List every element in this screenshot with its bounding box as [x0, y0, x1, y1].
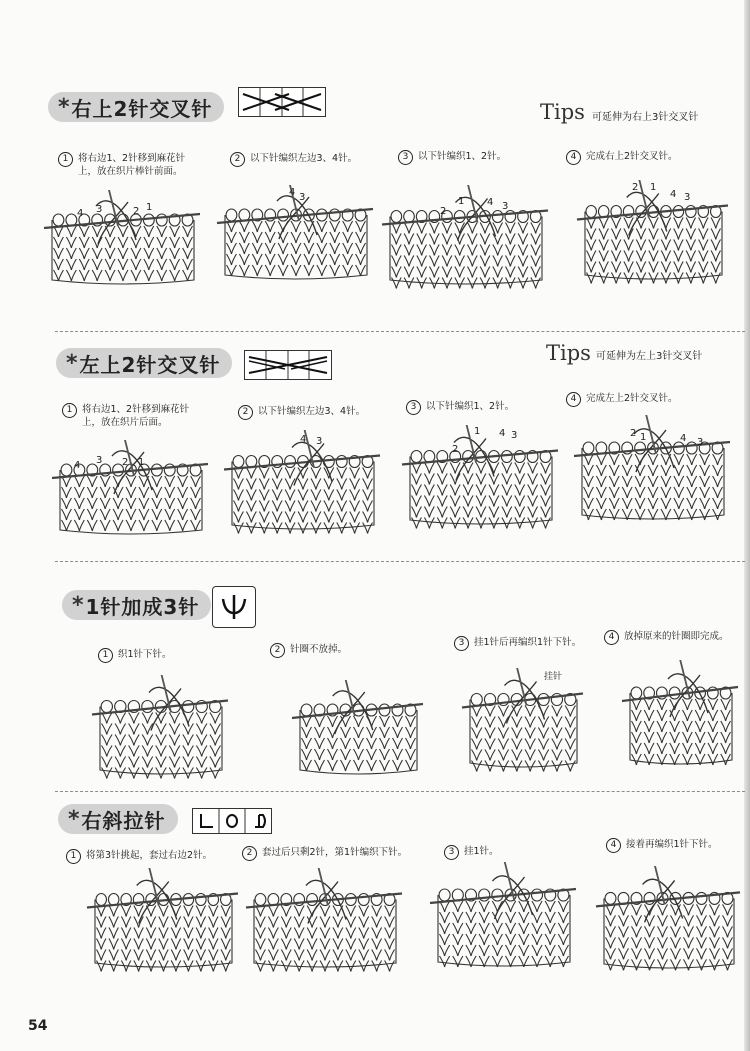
- page-number: 54: [28, 1018, 48, 1034]
- step-number: 1: [98, 648, 113, 663]
- tips-label: Tips: [546, 341, 591, 365]
- step-caption: [238, 405, 408, 420]
- step-caption: [566, 392, 736, 407]
- section-title: [48, 92, 224, 122]
- stitch-label: 1: [474, 426, 481, 437]
- step-text: 以下针编织左边3、4针。: [258, 406, 366, 417]
- cable-cross-symbol-icon: [244, 350, 332, 380]
- stitch-label: 2: [440, 206, 447, 217]
- step-text: 针圈不放掉。: [290, 644, 348, 655]
- knit-illustration: [85, 868, 240, 973]
- stitch-label: 3: [502, 201, 509, 212]
- section-title: [58, 804, 178, 834]
- step-caption: [444, 845, 564, 860]
- step-text: 将右边1、2针移到麻花针 上，放在织片棒针前面。: [78, 153, 186, 177]
- step-number: 4: [604, 630, 619, 645]
- stitch-label: 1: [458, 196, 465, 207]
- step-number: 3: [406, 400, 421, 415]
- step-number: 3: [398, 150, 413, 165]
- step-caption: [58, 152, 228, 178]
- section-title: [62, 590, 211, 620]
- knit-illustration: [620, 660, 740, 770]
- star-icon: *: [68, 806, 80, 832]
- knit-illustration: [380, 185, 550, 290]
- star-icon: *: [72, 592, 84, 618]
- step-text: 将第3针挑起，套过右边2针。: [86, 850, 213, 861]
- step-text: 以下针编织1、2针。: [426, 401, 515, 412]
- step-caption: [270, 643, 430, 658]
- step-number: 4: [566, 150, 581, 165]
- step-text: 完成左上2针交叉针。: [586, 393, 678, 404]
- stitch-label: 2: [133, 206, 140, 217]
- increase-symbol-icon: [212, 586, 256, 628]
- knit-illustration: [400, 425, 560, 530]
- knit-illustration: [594, 866, 742, 974]
- stitch-label: 4: [77, 208, 84, 219]
- step-number: 4: [566, 392, 581, 407]
- knit-illustration: [215, 185, 375, 285]
- step-text: 以下针编织左边3、4针。: [250, 153, 358, 164]
- stitch-label: 2: [452, 444, 459, 455]
- step-caption: [604, 630, 744, 645]
- step-number: 2: [238, 405, 253, 420]
- step-caption: [454, 636, 614, 651]
- stitch-label: 4: [670, 189, 677, 200]
- step-caption: [566, 150, 736, 165]
- step-number: 1: [62, 403, 77, 418]
- step-number: 2: [270, 643, 285, 658]
- slip-stitch-symbol-icon: [192, 808, 272, 834]
- step-number: 2: [230, 152, 245, 167]
- knit-illustration: [50, 440, 210, 540]
- step-number: 1: [58, 152, 73, 167]
- section-divider: [55, 331, 745, 332]
- knit-illustration: [460, 668, 585, 773]
- stitch-label: 4: [300, 434, 307, 445]
- step-caption: [230, 152, 400, 167]
- section-divider: [55, 791, 745, 792]
- stitch-label: 挂针: [544, 672, 563, 682]
- step-number: 2: [242, 846, 257, 861]
- stitch-label: 3: [511, 430, 518, 441]
- tips-label: Tips: [540, 100, 585, 124]
- step-text: 完成右上2针交叉针。: [586, 151, 678, 162]
- step-caption: [98, 648, 258, 663]
- stitch-label: 3: [684, 192, 691, 203]
- stitch-label: 4: [680, 433, 687, 444]
- knit-illustration: [90, 675, 230, 780]
- stitch-label: 1: [138, 457, 145, 468]
- step-caption: [398, 150, 568, 165]
- step-number: 3: [444, 845, 459, 860]
- stitch-label: 1: [146, 202, 153, 213]
- tips-note: 可延伸为右上3针交叉针: [592, 112, 699, 123]
- step-caption: [242, 846, 432, 861]
- step-text: 织1针下针。: [118, 649, 172, 660]
- section-title-text: 右斜拉针: [81, 808, 166, 833]
- step-text: 将右边1、2针移到麻花针 上，放在织片后面。: [82, 404, 190, 428]
- tips-note: 可延伸为左上3针交叉针: [596, 351, 703, 362]
- step-text: 套过后只剩2针，第1针编织下针。: [262, 847, 408, 858]
- section-divider: [55, 561, 745, 562]
- knit-illustration: [290, 680, 425, 780]
- knit-illustration: [575, 180, 730, 285]
- stitch-label: 4: [487, 197, 494, 208]
- step-caption: [66, 849, 246, 864]
- section-title-text: 右上2针交叉针: [71, 96, 213, 121]
- star-icon: *: [58, 94, 70, 120]
- stitch-label: 2: [122, 457, 129, 468]
- stitch-label: 4: [499, 428, 506, 439]
- section-title-text: 1针加成3针: [85, 594, 200, 619]
- step-caption: [406, 400, 576, 415]
- knit-illustration: [222, 430, 382, 535]
- stitch-label: 3: [299, 192, 306, 203]
- knit-illustration: [428, 862, 578, 972]
- step-number: 4: [606, 838, 621, 853]
- knit-illustration: [42, 190, 202, 290]
- knit-illustration: [244, 868, 404, 973]
- stitch-label: 4: [74, 460, 81, 471]
- star-icon: *: [66, 350, 78, 376]
- stitch-label: 2: [632, 182, 639, 193]
- step-number: 3: [454, 636, 469, 651]
- step-caption: [62, 403, 232, 429]
- cable-cross-symbol-icon: [238, 87, 326, 117]
- stitch-label: 1: [640, 432, 647, 443]
- stitch-label: 2: [630, 428, 637, 439]
- step-text: 以下针编织1、2针。: [418, 151, 507, 162]
- knit-illustration: [572, 415, 732, 525]
- stitch-label: 1: [650, 182, 657, 193]
- page-edge: [744, 0, 750, 1051]
- step-caption: [606, 838, 746, 853]
- step-text: 挂1针后再编织1针下针。: [474, 637, 582, 648]
- section-title-text: 左上2针交叉针: [79, 352, 221, 377]
- step-text: 放掉原来的针圈即完成。: [624, 631, 729, 642]
- stitch-label: 3: [316, 436, 323, 447]
- stitch-label: 4: [289, 187, 296, 198]
- section-title: [56, 348, 232, 378]
- step-text: 挂1针。: [464, 846, 499, 857]
- stitch-label: 3: [96, 204, 103, 215]
- stitch-label: 3: [96, 455, 103, 466]
- stitch-label: 3: [697, 437, 704, 448]
- step-number: 1: [66, 849, 81, 864]
- step-text: 接着再编织1针下针。: [626, 839, 718, 850]
